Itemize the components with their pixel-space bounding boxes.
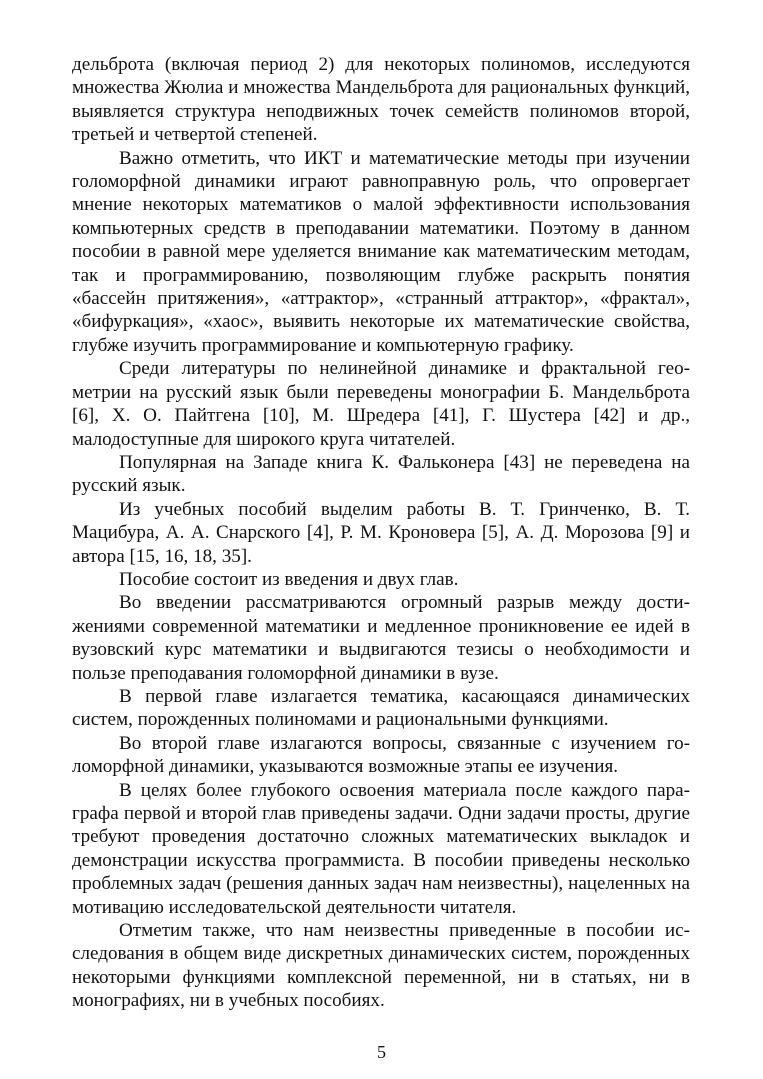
paragraph: Отметим также, что нам неизвестны приведенные в пособии исследования в общем виде дискретных динамических систем, порожденных некоторыми функциями комплексной переменной, ни в статьях, ни в монографиях, ни в учебных пособиях. xyxy=(72,920,690,1012)
paragraph: Пособие состоит из введения и двух глав. xyxy=(119,568,459,590)
paragraph: Популярная на Западе книга К. Фальконера [43] не переведена на русский язык. xyxy=(72,451,690,497)
body-text xyxy=(72,53,690,1013)
paragraph: Из учебных пособий выделим работы В. Т. Гринченко, В. Т. Мацибура, А. А. Снарского [4], Р. М. Кроновера [5], А. Д. Морозова [9] и автора [15, 16, 18, 35]. xyxy=(72,498,690,567)
paragraph: Среди литературы по нелинейной динамике и фрактальной геометрии на русский язык были переведены монографии Б. Мандельброта [6], Х. О. Пайтгена [10], М. Шредера [41], Г. Шустера [42] и др., малодоступные для широкого круга читателей. xyxy=(72,358,690,450)
paragraph: дельброта (включая период 2) для некоторых полиномов, исследуются множества Жюлиа и множества Мандельброта для рациональных функций, выявляется структура неподвижных точек семейств полиномов второй, третьей и четвертой степеней. xyxy=(72,54,690,146)
paragraph: Во введении рассматриваются огромный разрыв между достижениями современной математики и медленное проникновение ее идей в вузовский курс математики и выдвигаются тезисы о необходимости и пользе преподавания голоморфной динамики в вузе. xyxy=(72,592,690,684)
paragraph: Во второй главе излагаются вопросы, связанные с изучением голоморфной динамики, указываются возможные этапы ее изучения. xyxy=(72,732,690,778)
page-number: 5 xyxy=(377,1042,386,1062)
paragraph: Важно отметить, что ИКТ и математические методы при изучении голоморфной динамики играют равноправную роль, что опровергает мнение некоторых математиков о малой эффективности использования компьютерных средств в преподавании математики. Поэтому в данном пособии в равной мере уделяется внимание как математическим методам, так и программированию, позволяющим глубже раскрыть понятия «бассейн притяжения», «аттрактор», «странный аттрактор», «фрактал», «бифуркация», «хаос», выявить некоторые их математические свойства, глубже изучить программирование и компьютерную графику. xyxy=(72,147,690,356)
paragraph: В целях более глубокого освоения материала после каждого параграфа первой и второй глав приведены задачи. Одни задачи просты, другие требуют проведения достаточно сложных математических выкладок и демонстрации искусства программиста. В пособии приведены несколько проблемных задач (решения данных задач нам неизвестны), нацеленных на мотивацию исследовательской деятельности читателя. xyxy=(72,779,690,918)
paragraph: В первой главе излагается тематика, касающаяся динамических систем, порожденных полиномами и рациональными функциями. xyxy=(72,685,690,731)
